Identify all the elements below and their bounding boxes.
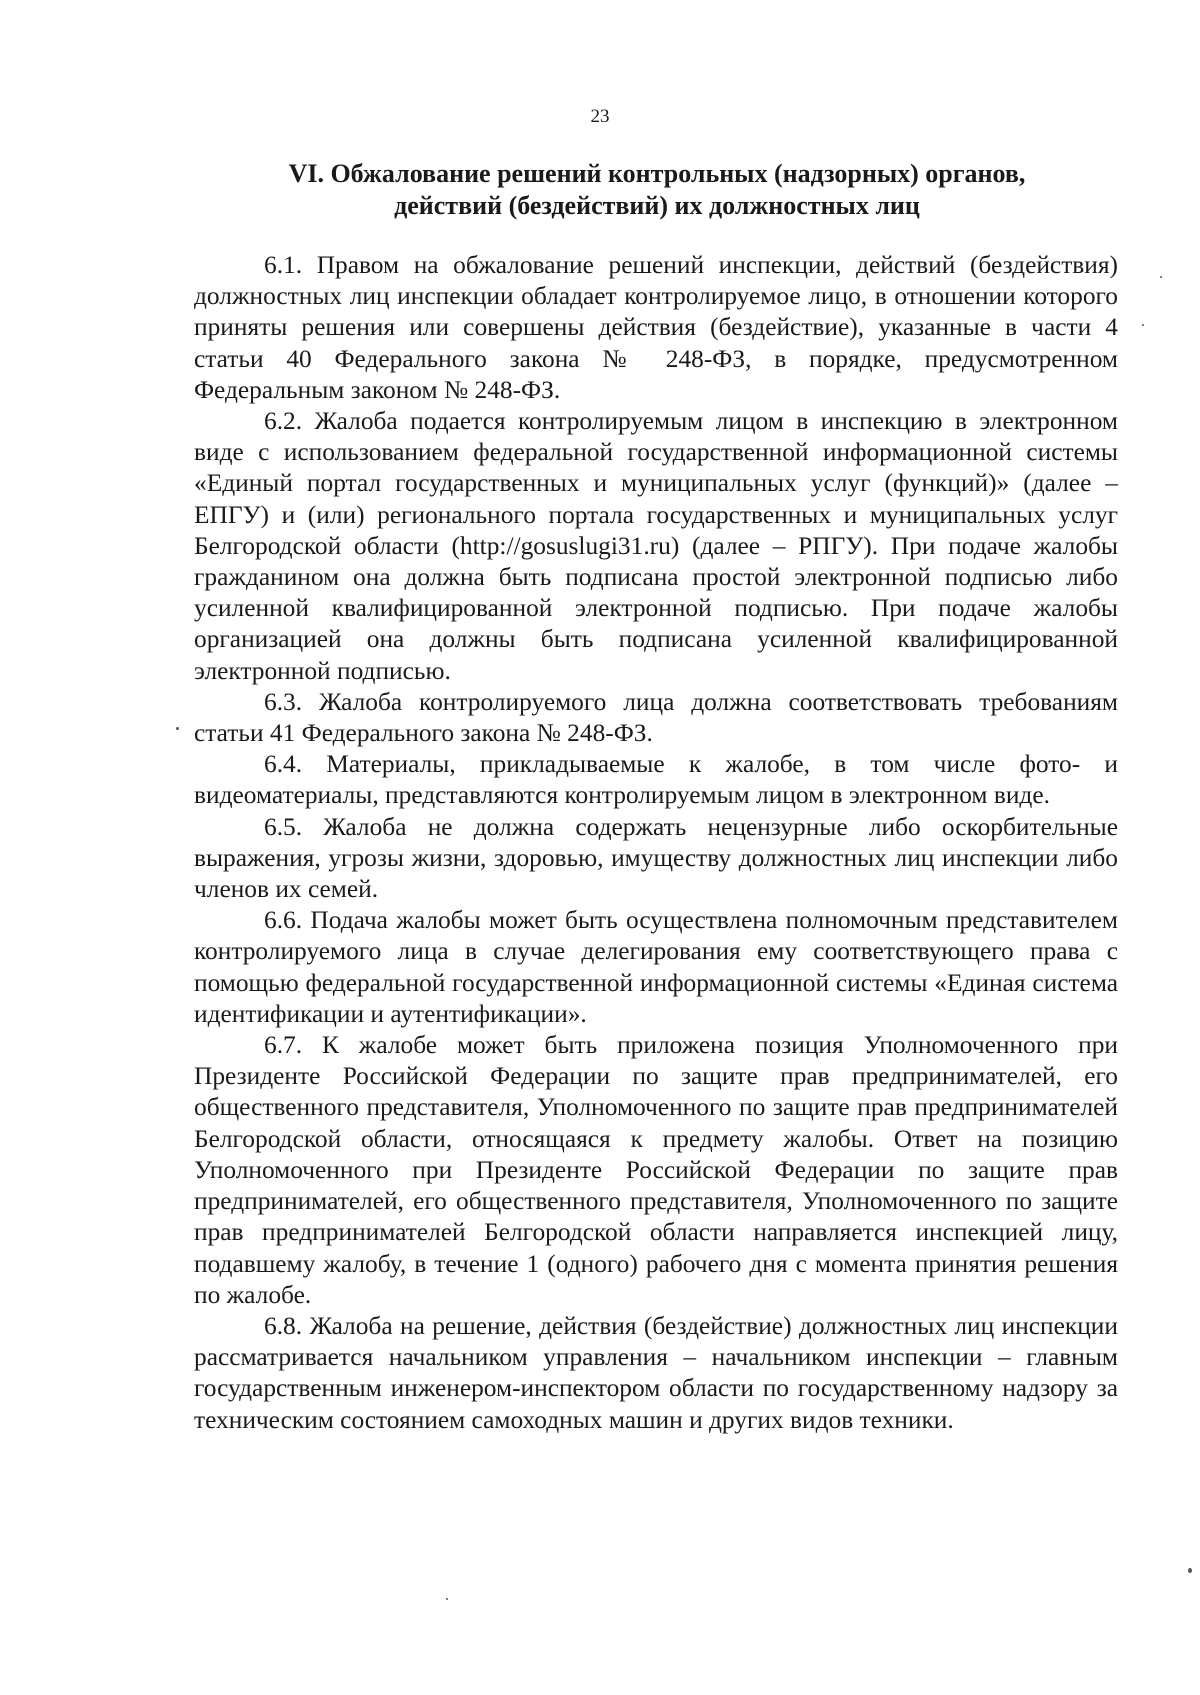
scan-speck	[1188, 1568, 1192, 1573]
page-number: 23	[590, 106, 610, 127]
document-body	[194, 250, 1118, 1436]
section-heading-line-2: действий (бездействий) их должностных лиц	[394, 191, 920, 220]
section-heading	[190, 158, 1124, 222]
paragraph-6-8: 6.8. Жалоба на решение, действия (бездействие) должностных лиц инспекции рассматривается начальником управления – начальником инспекции – главным государственным инженером-инспектором области по государственному надзору за техническим состоянием самоходных машин и других видов техники.	[194, 1311, 1118, 1434]
paragraph-6-5: 6.5. Жалоба не должна содержать нецензурные либо оскорбительные выражения, угрозы жизни, здоровью, имуществу должностных лиц инспекции либо членов их семей.	[194, 812, 1118, 904]
paragraph-6-1: 6.1. Правом на обжалование решений инспекции, действий (бездействия) должностных лиц инспекции обладает контролируемое лицо, в отношении которого приняты решения или совершены действия (бездействие), указанные в части 4 статьи 40 Федерального закона № 248-ФЗ, в порядке, предусмотренном Федеральным законом № 248-ФЗ.	[194, 251, 1118, 404]
paragraph-6-6: 6.6. Подача жалобы может быть осуществлена полномочным представителем контролируемого лица в случае делегирования ему соответствующего права с помощью федеральной государственной информационной системы «Единая система идентификации и аутентификации».	[194, 906, 1118, 1028]
paragraph-6-4: 6.4. Материалы, прикладываемые к жалобе, в том числе фото- и видеоматериалы, представляются контролируемым лицом в электронном виде.	[194, 750, 1118, 810]
paragraph-6-3: 6.3. Жалоба контролируемого лица должна соответствовать требованиям статьи 41 Федерального закона № 248-ФЗ.	[194, 687, 1118, 748]
paragraph-6-7: 6.7. К жалобе может быть приложена позиция Уполномоченного при Президенте Российской Федерации по защите прав предпринимателей, его общественного представителя, Уполномоченного по защите прав предпринимателей Белгородской области, относящаяся к предмету жалобы. Ответ на позицию Уполномоченного при Президенте Российской Федерации по защите прав предпринимателей, его общественного представителя, Уполномоченного по защите прав предпринимателей Белгородской области направляется инспекцией лицу, подавшему жалобу, в течение 1 (одного) рабочего дня с момента принятия решения по жалобе.	[194, 1031, 1118, 1309]
scan-speck	[1142, 324, 1144, 326]
scan-speck	[176, 727, 179, 730]
scan-speck	[446, 1598, 448, 1600]
scan-speck	[1160, 276, 1162, 278]
section-heading-line-1: VI. Обжалование решений контрольных (надзорных) органов,	[288, 159, 1026, 188]
paragraph-6-2: 6.2. Жалоба подается контролируемым лицом в инспекцию в электронном виде с использованием федеральной государственной информационной системы «Единый портал государственных и муниципальных услуг (функций)» (далее – ЕПГУ) и (или) регионального портала государственных и муниципальных услуг Белгородской области (http://gosuslugi31.ru) (далее – РПГУ). При подаче жалобы гражданином она должна быть подписана простой электронной подписью либо усиленной квалифицированной электронной подписью. При подаче жалобы организацией она должны быть подписана усиленной квалифицированной электронной подписью.	[194, 407, 1118, 685]
